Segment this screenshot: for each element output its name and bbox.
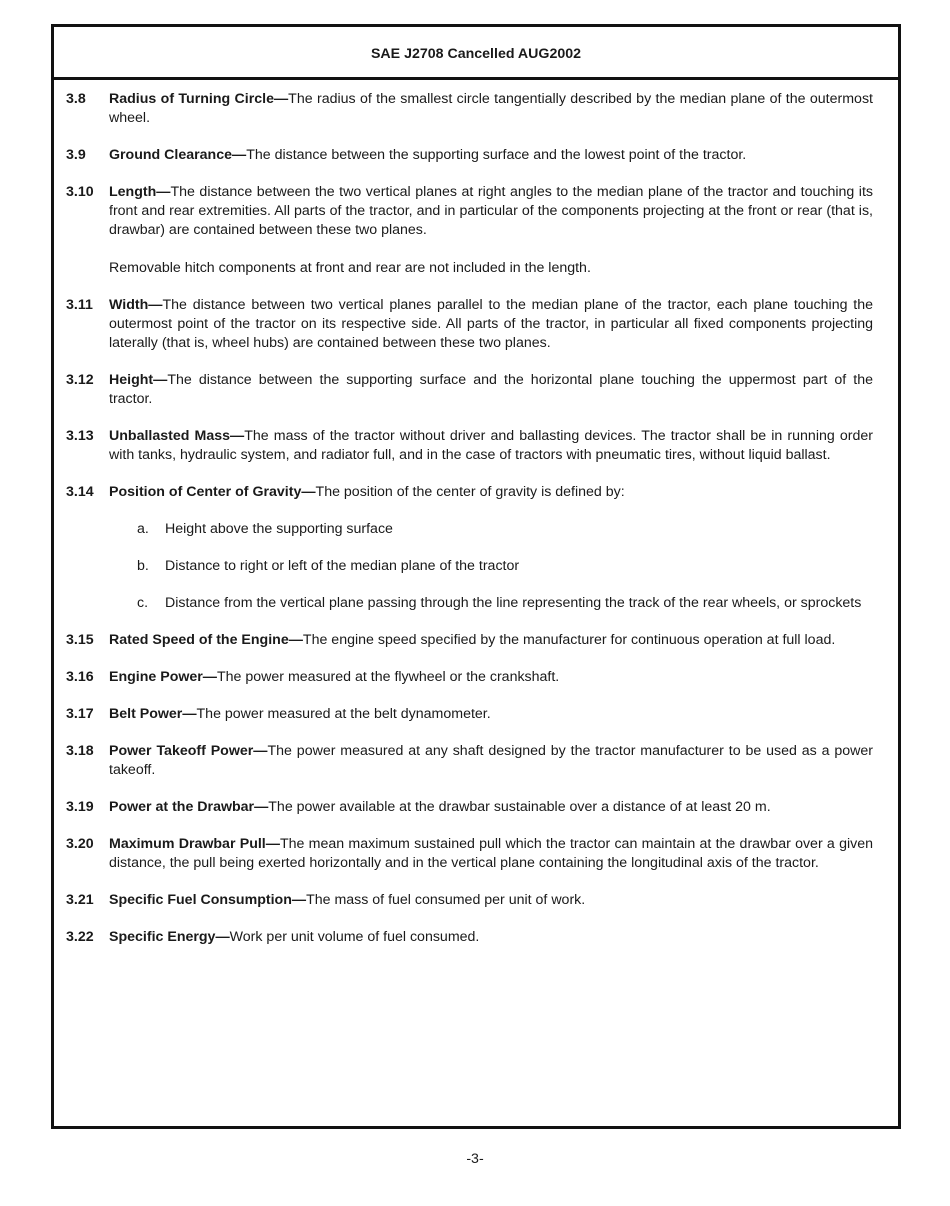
section-number: 3.10 (66, 184, 94, 200)
definition-text: The mass of fuel consumed per unit of work. (306, 892, 586, 908)
section-number: 3.11 (66, 297, 93, 313)
term-label: Maximum Drawbar Pull— (109, 836, 280, 852)
term-label: Ground Clearance— (109, 147, 247, 163)
term-label: Specific Energy— (109, 929, 230, 945)
term-label: Engine Power— (109, 669, 217, 685)
page-header (54, 27, 898, 80)
definition-paragraph (109, 427, 873, 465)
definition-text: The power measured at the belt dynamometer. (196, 706, 491, 722)
definition-3-17 (66, 705, 873, 724)
section-number: 3.18 (66, 743, 94, 759)
definition-text: The distance between the supporting surface and the lowest point of the tractor. (246, 147, 747, 163)
section-number: 3.22 (66, 929, 94, 945)
term-label: Length— (109, 184, 171, 200)
definition-3-19 (66, 798, 873, 817)
definitions-list (54, 80, 898, 947)
list-item-text: Distance to right or left of the median plane of the tractor (165, 558, 520, 574)
term-label: Position of Center of Gravity— (109, 484, 316, 500)
section-body (109, 798, 873, 817)
definition-text: The distance between two vertical planes parallel to the median plane of the tractor, each plane touching the outermost point of the tractor on its respective side. All parts of the tractor, in particular all fixed components projecting laterally (that is, wheel hubs) are contained between these two planes. (109, 297, 873, 351)
definition-3-12 (66, 371, 873, 409)
term-label: Unballasted Mass— (109, 428, 245, 444)
section-number: 3.16 (66, 669, 94, 685)
definition-text: The distance between the supporting surface and the horizontal plane touching the uppermost part of the tractor. (109, 372, 873, 407)
section-number: 3.9 (66, 147, 86, 163)
list-item (137, 557, 873, 576)
section-number: 3.14 (66, 484, 94, 500)
definition-3-13 (66, 427, 873, 465)
definition-3-21 (66, 891, 873, 910)
section-body (109, 296, 873, 353)
section-number: 3.13 (66, 428, 94, 444)
section-body (109, 146, 873, 165)
definition-text: Work per unit volume of fuel consumed. (229, 929, 480, 945)
definition-text: The power measured at any shaft designed by the tractor manufacturer to be used as a power takeoff. (109, 743, 873, 778)
definition-text: The engine speed specified by the manufacturer for continuous operation at full load. (302, 632, 836, 648)
definition-paragraph (109, 296, 873, 353)
section-number: 3.21 (66, 892, 94, 908)
page-number: -3- (466, 1151, 484, 1167)
term-label: Specific Fuel Consumption— (109, 892, 307, 908)
list-item-text: Distance from the vertical plane passing through the line representing the track of the rear wheels, or sprockets (165, 595, 862, 611)
section-number: 3.20 (66, 836, 94, 852)
term-label: Height— (109, 372, 168, 388)
definition-text: The distance between the two vertical planes at right angles to the median plane of the tractor and touching its front and rear extremities. All parts of the tractor, and in particular of the components projecting at the front or rear (that is, drawbar) are contained between these two planes. (109, 184, 873, 238)
definition-paragraph (109, 371, 873, 409)
definition-3-16 (66, 668, 873, 687)
definition-3-20 (66, 835, 873, 873)
term-label: Belt Power— (109, 706, 197, 722)
definition-text: The position of the center of gravity is defined by: (315, 484, 625, 500)
section-number: 3.15 (66, 632, 94, 648)
definition-paragraph (109, 183, 873, 240)
term-label: Power Takeoff Power— (109, 743, 268, 759)
list-item-label: b. (137, 558, 149, 574)
list-item-label: a. (137, 521, 149, 537)
term-label: Power at the Drawbar— (109, 799, 269, 815)
section-body (109, 183, 873, 278)
definition-paragraph (109, 631, 873, 650)
definition-paragraph (109, 742, 873, 780)
definition-paragraph (109, 90, 873, 128)
list-item (137, 594, 873, 613)
definition-3-10 (66, 183, 873, 278)
definition-paragraph (109, 146, 873, 165)
list-item-label: c. (137, 595, 149, 611)
term-label: Rated Speed of the Engine— (109, 632, 303, 648)
definition-3-8 (66, 90, 873, 128)
section-body (109, 668, 873, 687)
definition-paragraph (109, 835, 873, 873)
definition-paragraph (109, 891, 873, 910)
section-body (109, 742, 873, 780)
term-label: Radius of Turning Circle— (109, 91, 289, 107)
definition-3-15 (66, 631, 873, 650)
definition-text: The radius of the smallest circle tangentially described by the median plane of the outermost wheel. (109, 91, 873, 126)
definition-text: The mean maximum sustained pull which the tractor can maintain at the drawbar over a given distance, the pull being exerted horizontally and in the vertical plane containing the longitudinal axis of the tractor. (109, 836, 873, 871)
definition-paragraph (109, 798, 873, 817)
section-body (109, 371, 873, 409)
page-frame (51, 24, 901, 1129)
definition-3-9 (66, 146, 873, 165)
definition-paragraph (109, 705, 873, 724)
section-body (109, 90, 873, 128)
section-number: 3.19 (66, 799, 94, 815)
definition-3-14 (66, 483, 873, 613)
definition-note: Removable hitch components at front and rear are not included in the length. (109, 260, 591, 276)
section-number: 3.12 (66, 372, 94, 388)
section-number: 3.8 (66, 91, 86, 107)
definition-3-18 (66, 742, 873, 780)
section-body (109, 631, 873, 650)
definition-text: The power available at the drawbar sustainable over a distance of at least 20 m. (268, 799, 771, 815)
section-body (109, 835, 873, 873)
definition-text: The power measured at the flywheel or the crankshaft. (217, 669, 560, 685)
section-body (109, 483, 873, 613)
definition-paragraph (109, 483, 873, 502)
definition-3-11 (66, 296, 873, 353)
section-body (109, 705, 873, 724)
section-number: 3.17 (66, 706, 94, 722)
list-item (137, 520, 873, 539)
section-body (109, 891, 873, 910)
definition-paragraph (109, 928, 873, 947)
section-body (109, 928, 873, 947)
definition-paragraph (109, 668, 873, 687)
definition-text: The mass of the tractor without driver and ballasting devices. The tractor shall be in running order with tanks, hydraulic system, and radiator full, and in the case of tractors with pneumatic tires, without liquid ballast. (109, 428, 873, 463)
definition-3-22 (66, 928, 873, 947)
section-body (109, 427, 873, 465)
term-label: Width— (109, 297, 163, 313)
document-title: SAE J2708 Cancelled AUG2002 (370, 46, 582, 62)
list-item-text: Height above the supporting surface (165, 521, 393, 537)
sub-item-list (109, 520, 873, 613)
